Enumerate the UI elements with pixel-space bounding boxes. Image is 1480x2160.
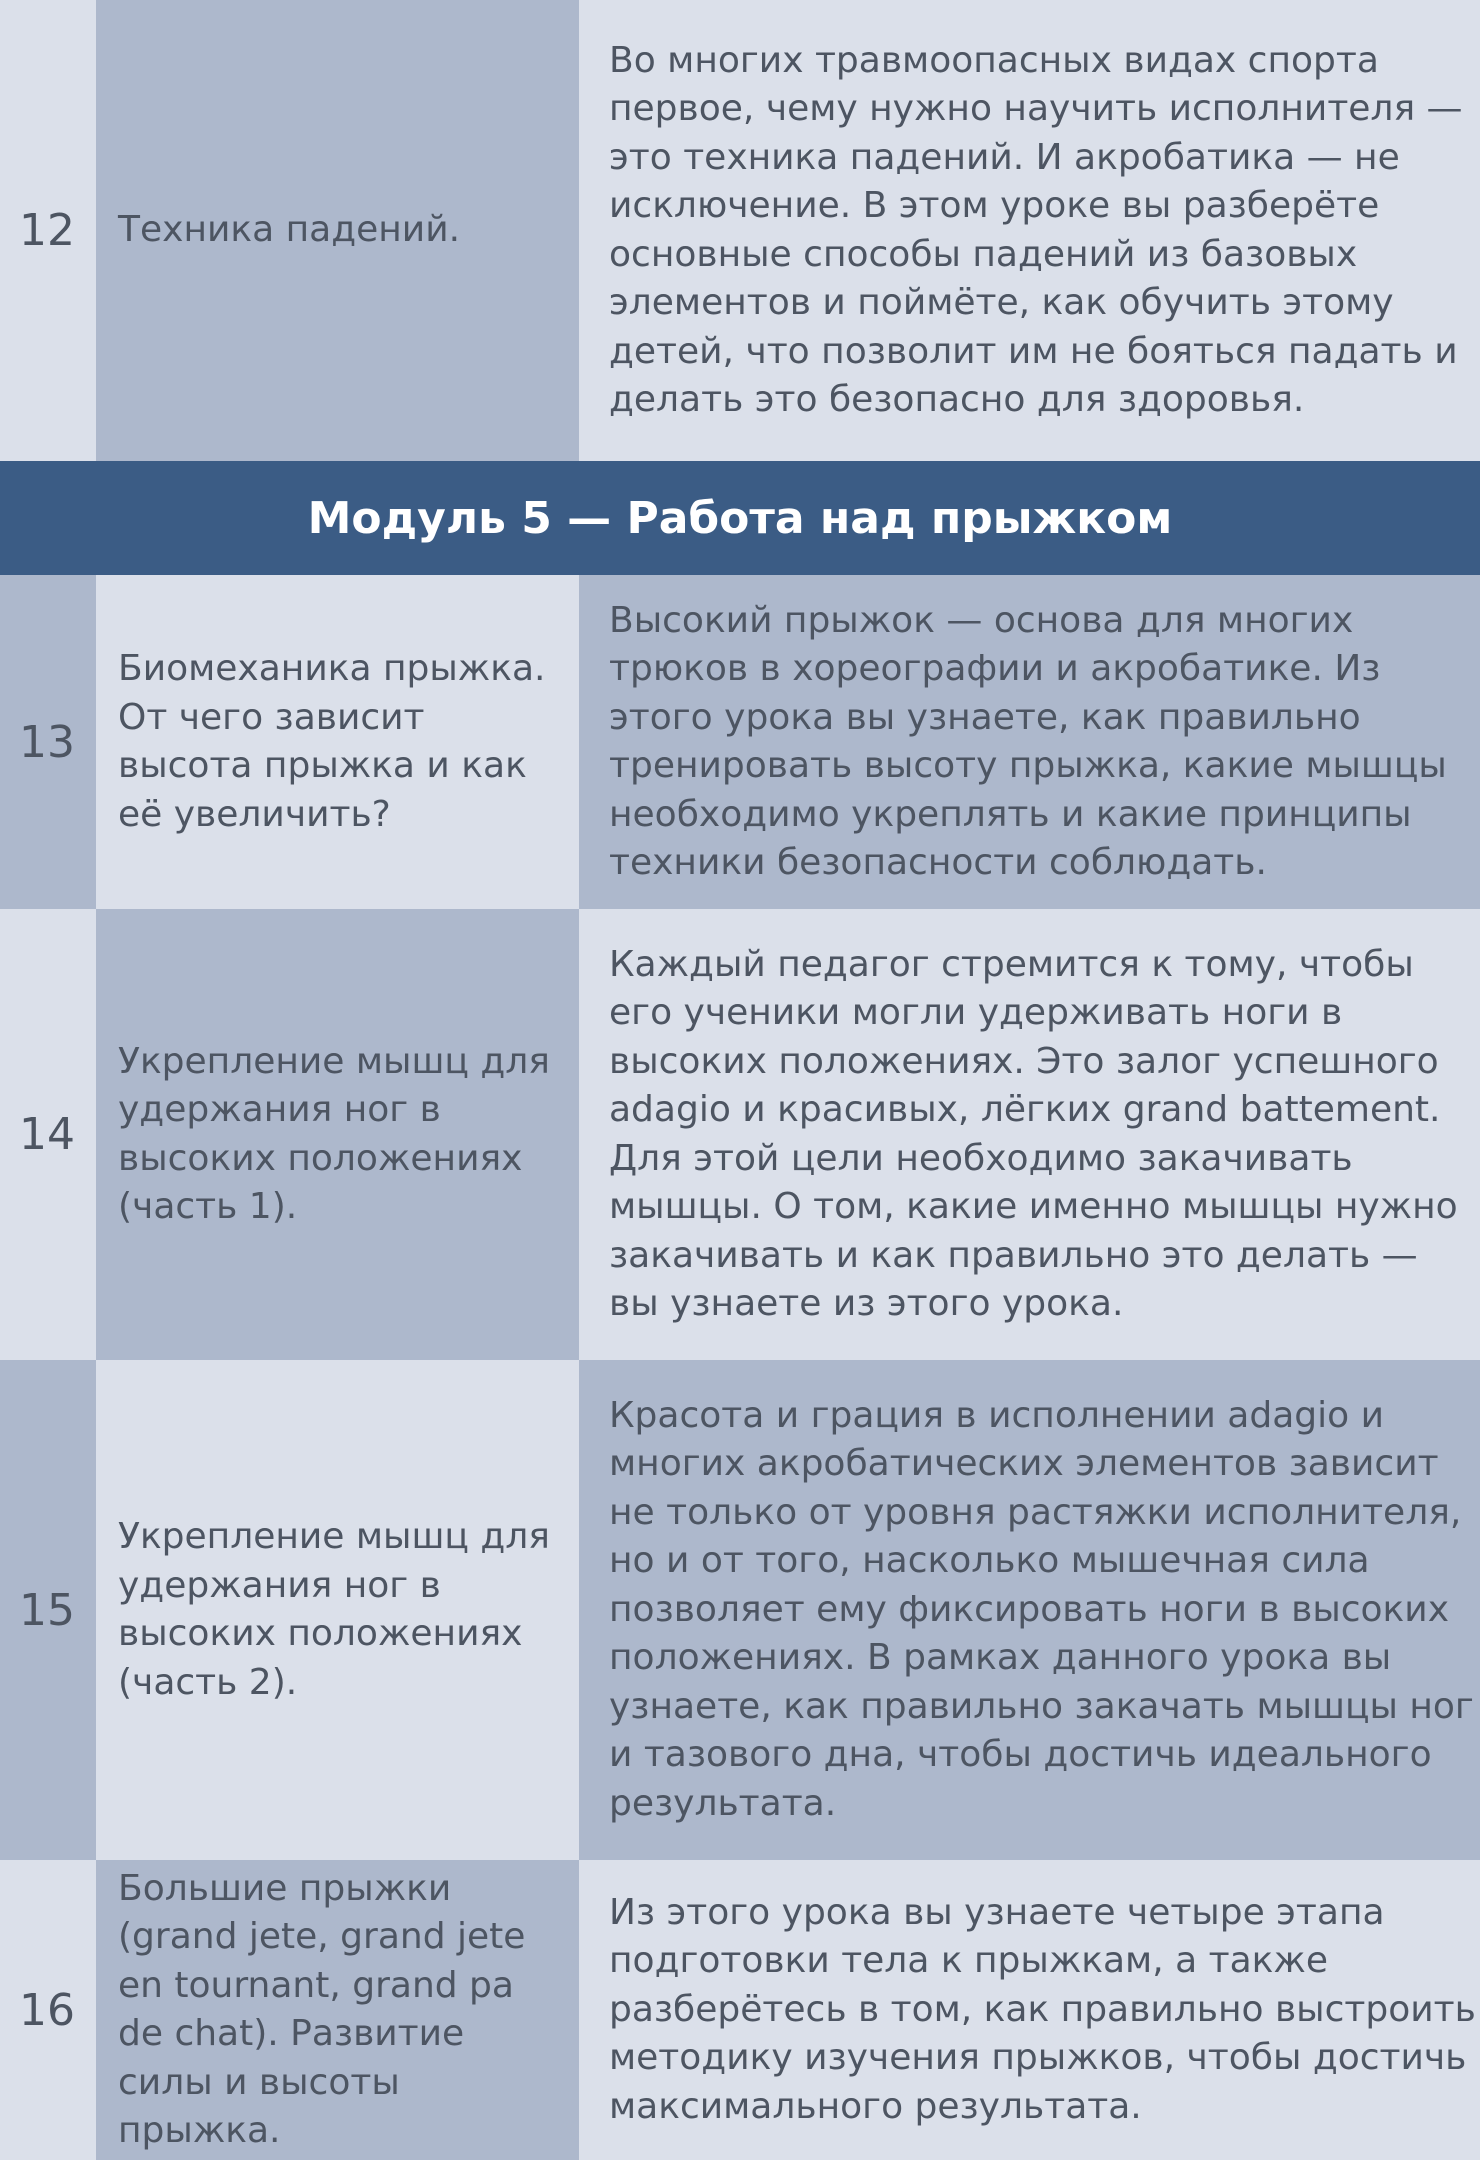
- table-row: [0, 1860, 1480, 2160]
- lesson-title: Большие прыжки (grand jete, grand jete en tournant, grand pa de chat). Развитие силы и высоты прыжка.: [96, 1860, 579, 2160]
- table-row: [0, 1360, 1480, 1860]
- lesson-number: 16: [0, 1860, 96, 2160]
- table-row: [0, 0, 1480, 461]
- lesson-number: 15: [0, 1360, 96, 1860]
- lesson-title: Укрепление мышц для удержания ног в высоких положениях (часть 2).: [96, 1360, 579, 1860]
- lesson-description: Красота и грация в исполнении adagio и многих акробатических элементов зависит не только от уровня растяжки исполнителя, но и от того, насколько мышечная сила позволяет ему фиксировать ноги в высоких положениях. В рамках данного урока вы узнаете, как правильно закачать мышцы ног и тазового дна, чтобы достичь идеального результата.: [579, 1360, 1480, 1860]
- lesson-title: Укрепление мышц для удержания ног в высоких положениях (часть 1).: [96, 909, 579, 1360]
- lesson-description: Каждый педагог стремится к тому, чтобы его ученики могли удерживать ноги в высоких положениях. Это залог успешного adagio и красивых, лёгких grand battement. Для этой цели необходимо закачивать мышцы. О том, какие именно мышцы нужно закачивать и как правильно это делать — вы узнаете из этого урока.: [579, 909, 1480, 1360]
- lesson-number: 13: [0, 575, 96, 909]
- lesson-title: Техника падений.: [96, 0, 579, 461]
- lesson-number: 14: [0, 909, 96, 1360]
- table-row: [0, 909, 1480, 1360]
- lesson-description: Во многих травмоопасных видах спорта первое, чему нужно научить исполнителя — это техника падений. И акробатика — не исключение. В этом уроке вы разберёте основные способы падений из базовых элементов и поймёте, как обучить этому детей, что позволит им не бояться падать и делать это безопасно для здоровья.: [579, 0, 1480, 461]
- lesson-number: 12: [0, 0, 96, 461]
- lesson-title: Биомеханика прыжка. От чего зависит высота прыжка и как её увеличить?: [96, 575, 579, 909]
- lesson-description: Высокий прыжок — основа для многих трюков в хореографии и акробатике. Из этого урока вы узнаете, как правильно тренировать высоту прыжка, какие мышцы необходимо укреплять и какие принципы техники безопасности соблюдать.: [579, 575, 1480, 909]
- lesson-description: Из этого урока вы узнаете четыре этапа подготовки тела к прыжкам, а также разберётесь в том, как правильно выстроить методику изучения прыжков, чтобы достичь максимального результата.: [579, 1860, 1480, 2160]
- table-row: [0, 575, 1480, 909]
- module-header: Модуль 5 — Работа над прыжком: [0, 461, 1480, 575]
